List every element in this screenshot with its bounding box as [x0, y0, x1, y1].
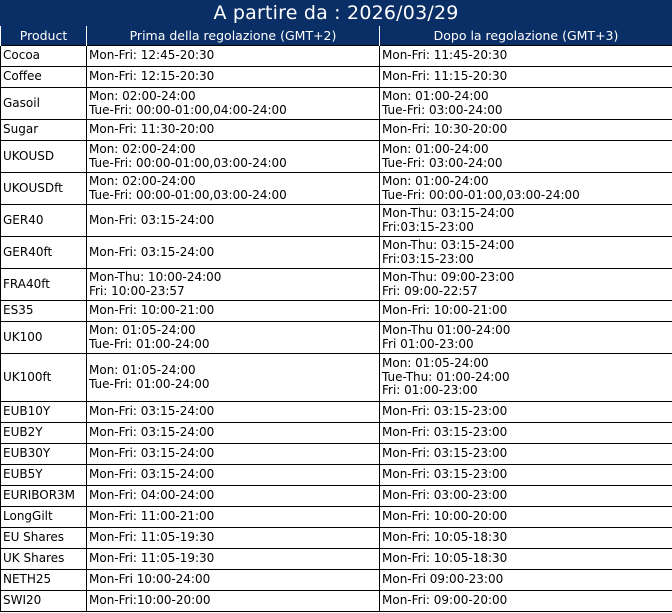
after-schedule-cell [380, 444, 672, 465]
schedule-line: Mon-Thu: 03:15-24:00 [382, 238, 515, 252]
table-row [1, 549, 672, 570]
before-schedule-cell [87, 570, 380, 591]
page-title: A partire da : 2026/03/29 [0, 0, 672, 26]
before-schedule-cell [87, 141, 380, 173]
schedule-line: Tue-Fri: 00:00-01:00,03:00-24:00 [89, 187, 287, 202]
product-cell: GER40ft [1, 237, 87, 269]
before-schedule-cell [87, 423, 380, 444]
schedule-line: Mon-Fri: 03:15-24:00 [89, 244, 215, 259]
product-cell: Gasoil [1, 88, 87, 120]
schedule-line: Mon-Fri: 03:15-23:00 [382, 467, 508, 482]
table-row [1, 173, 672, 205]
before-schedule-cell [87, 591, 380, 612]
schedule-line: Mon-Fri: 03:15-24:00 [89, 446, 215, 461]
product-cell: ES35 [1, 301, 87, 322]
product-cell: EUB2Y [1, 423, 87, 444]
schedule-line: Mon: 02:00-24:00 [89, 142, 196, 156]
after-schedule-cell [380, 269, 672, 301]
schedule-line: Mon: 01:00-24:00 [382, 89, 489, 103]
schedule-line: Mon-Thu: 10:00-24:00 [89, 270, 222, 284]
before-schedule-cell [87, 444, 380, 465]
schedule-line: Mon: 02:00-24:00 [89, 174, 196, 188]
after-schedule-cell [380, 354, 672, 402]
schedule-line: Mon-Fri: 11:05-19:30 [89, 530, 215, 545]
product-cell: GER40 [1, 205, 87, 237]
schedule-line: Fri:03:15-23:00 [382, 251, 474, 266]
schedule-line: Fri 01:00-23:00 [382, 336, 474, 351]
schedule-line: Mon: 01:05-24:00 [89, 363, 196, 377]
table-row [1, 444, 672, 465]
schedule-line: Mon: 02:00-24:00 [89, 89, 196, 103]
schedule-line: Tue-Fri: 03:00-24:00 [382, 155, 503, 170]
column-header-before: Prima della regolazione (GMT+2) [87, 26, 380, 46]
schedule-line: Mon-Fri: 03:15-23:00 [382, 404, 508, 419]
product-cell: EURIBOR3M [1, 486, 87, 507]
after-schedule-cell [380, 465, 672, 486]
schedule-line: Mon-Fri:10:00-20:00 [89, 593, 211, 608]
before-schedule-cell [87, 301, 380, 322]
schedule-line: Mon: 01:00-24:00 [382, 142, 489, 156]
schedule-line: Mon-Fri: 11:45-20:30 [382, 48, 508, 63]
schedule-line: Tue-Fri: 01:00-24:00 [89, 336, 210, 351]
table-row [1, 269, 672, 301]
schedule-line: Mon-Fri: 10:00-21:00 [89, 303, 215, 318]
table-row [1, 423, 672, 444]
schedule-line: Mon-Fri: 11:15-20:30 [382, 69, 508, 84]
before-schedule-cell [87, 120, 380, 141]
schedule-line: Mon-Fri: 10:30-20:00 [382, 122, 508, 137]
after-schedule-cell [380, 88, 672, 120]
schedule-line: Tue-Fri: 00:00-01:00,03:00-24:00 [382, 187, 580, 202]
schedule-table [0, 26, 672, 612]
table-row [1, 591, 672, 612]
product-cell: SWI20 [1, 591, 87, 612]
table-row [1, 67, 672, 88]
after-schedule-cell [380, 528, 672, 549]
column-header-product: Product [1, 26, 87, 46]
schedule-line: Mon-Fri: 04:00-24:00 [89, 488, 215, 503]
schedule-line: Mon-Fri: 11:30-20:00 [89, 122, 215, 137]
schedule-line: Mon-Fri: 11:00-21:00 [89, 509, 215, 524]
table-row [1, 354, 672, 402]
after-schedule-cell [380, 173, 672, 205]
after-schedule-cell [380, 549, 672, 570]
schedule-line: Tue-Fri: 01:00-24:00 [89, 376, 210, 391]
after-schedule-cell [380, 507, 672, 528]
product-cell: UKOUSDft [1, 173, 87, 205]
schedule-line: Mon-Fri: 10:05-18:30 [382, 530, 508, 545]
table-row [1, 507, 672, 528]
table-body [1, 46, 672, 612]
product-cell: EUB30Y [1, 444, 87, 465]
schedule-line: Mon-Fri: 10:00-21:00 [382, 303, 508, 318]
schedule-line: Tue-Fri: 00:00-01:00,04:00-24:00 [89, 102, 287, 117]
schedule-line: Mon-Fri 09:00-23:00 [382, 572, 504, 587]
schedule-line: Fri: 09:00-22:57 [382, 283, 478, 298]
table-row [1, 570, 672, 591]
table-row [1, 141, 672, 173]
before-schedule-cell [87, 237, 380, 269]
table-row [1, 402, 672, 423]
after-schedule-cell [380, 591, 672, 612]
schedule-line: Mon-Fri: 03:15-23:00 [382, 425, 508, 440]
schedule-line: Mon-Fri: 11:05-19:30 [89, 551, 215, 566]
schedule-line: Mon: 01:05-24:00 [382, 356, 489, 371]
after-schedule-cell [380, 402, 672, 423]
schedule-line: Mon-Fri: 12:45-20:30 [89, 48, 215, 63]
table-row [1, 205, 672, 237]
column-header-after: Dopo la regolazione (GMT+3) [380, 26, 672, 46]
schedule-line: Mon-Thu: 03:15-24:00 [382, 206, 515, 220]
before-schedule-cell [87, 528, 380, 549]
table-row [1, 486, 672, 507]
table-row [1, 88, 672, 120]
schedule-line: Mon-Fri: 03:15-24:00 [89, 212, 215, 227]
before-schedule-cell [87, 402, 380, 423]
schedule-line: Mon-Fri: 10:00-20:00 [382, 509, 508, 524]
after-schedule-cell [380, 237, 672, 269]
schedule-line: Mon-Fri: 12:15-20:30 [89, 69, 215, 84]
schedule-line: Mon: 01:00-24:00 [382, 174, 489, 188]
after-schedule-cell [380, 67, 672, 88]
schedule-line: Mon-Fri: 03:15-24:00 [89, 467, 215, 482]
schedule-line: Mon-Fri: 03:15-23:00 [382, 446, 508, 461]
schedule-line: Fri: 10:00-23:57 [89, 283, 185, 298]
schedule-line: Mon-Fri: 03:15-24:00 [89, 425, 215, 440]
before-schedule-cell [87, 269, 380, 301]
schedule-line: Mon-Thu 01:00-24:00 [382, 323, 511, 337]
schedule-line: Mon-Fri: 03:15-24:00 [89, 404, 215, 419]
schedule-line: Mon-Fri: 10:05-18:30 [382, 551, 508, 566]
before-schedule-cell [87, 67, 380, 88]
product-cell: UK Shares [1, 549, 87, 570]
product-cell: EUB5Y [1, 465, 87, 486]
before-schedule-cell [87, 322, 380, 354]
table-row [1, 465, 672, 486]
product-cell: EU Shares [1, 528, 87, 549]
product-cell: LongGilt [1, 507, 87, 528]
table-row [1, 528, 672, 549]
schedule-line: Fri:03:15-23:00 [382, 219, 474, 234]
before-schedule-cell [87, 173, 380, 205]
after-schedule-cell [380, 322, 672, 354]
product-cell: Cocoa [1, 46, 87, 67]
product-cell: UKOUSD [1, 141, 87, 173]
schedule-line: Mon-Thu: 09:00-23:00 [382, 270, 515, 284]
schedule-line: Tue-Fri: 00:00-01:00,03:00-24:00 [89, 155, 287, 170]
product-cell: UK100 [1, 322, 87, 354]
after-schedule-cell [380, 570, 672, 591]
after-schedule-cell [380, 141, 672, 173]
table-row [1, 46, 672, 67]
after-schedule-cell [380, 120, 672, 141]
before-schedule-cell [87, 507, 380, 528]
before-schedule-cell [87, 486, 380, 507]
table-row [1, 120, 672, 141]
product-cell: Coffee [1, 67, 87, 88]
after-schedule-cell [380, 301, 672, 322]
product-cell: EUB10Y [1, 402, 87, 423]
before-schedule-cell [87, 465, 380, 486]
table-row [1, 301, 672, 322]
after-schedule-cell [380, 423, 672, 444]
before-schedule-cell [87, 46, 380, 67]
before-schedule-cell [87, 549, 380, 570]
before-schedule-cell [87, 354, 380, 402]
product-cell: FRA40ft [1, 269, 87, 301]
schedule-line: Mon-Fri: 03:00-23:00 [382, 488, 508, 503]
after-schedule-cell [380, 205, 672, 237]
schedule-line: Mon: 01:05-24:00 [89, 323, 196, 337]
table-row [1, 322, 672, 354]
schedule-line: Fri: 01:00-23:00 [382, 383, 478, 398]
schedule-line: Mon-Fri: 09:00-20:00 [382, 593, 508, 608]
product-cell: NETH25 [1, 570, 87, 591]
schedule-line: Tue-Thu: 01:00-24:00 [382, 369, 510, 384]
before-schedule-cell [87, 88, 380, 120]
after-schedule-cell [380, 486, 672, 507]
product-cell: UK100ft [1, 354, 87, 402]
header-row [1, 26, 672, 46]
after-schedule-cell [380, 46, 672, 67]
product-cell: Sugar [1, 120, 87, 141]
table-row [1, 237, 672, 269]
schedule-line: Mon-Fri 10:00-24:00 [89, 572, 211, 587]
before-schedule-cell [87, 205, 380, 237]
schedule-line: Tue-Fri: 03:00-24:00 [382, 102, 503, 117]
